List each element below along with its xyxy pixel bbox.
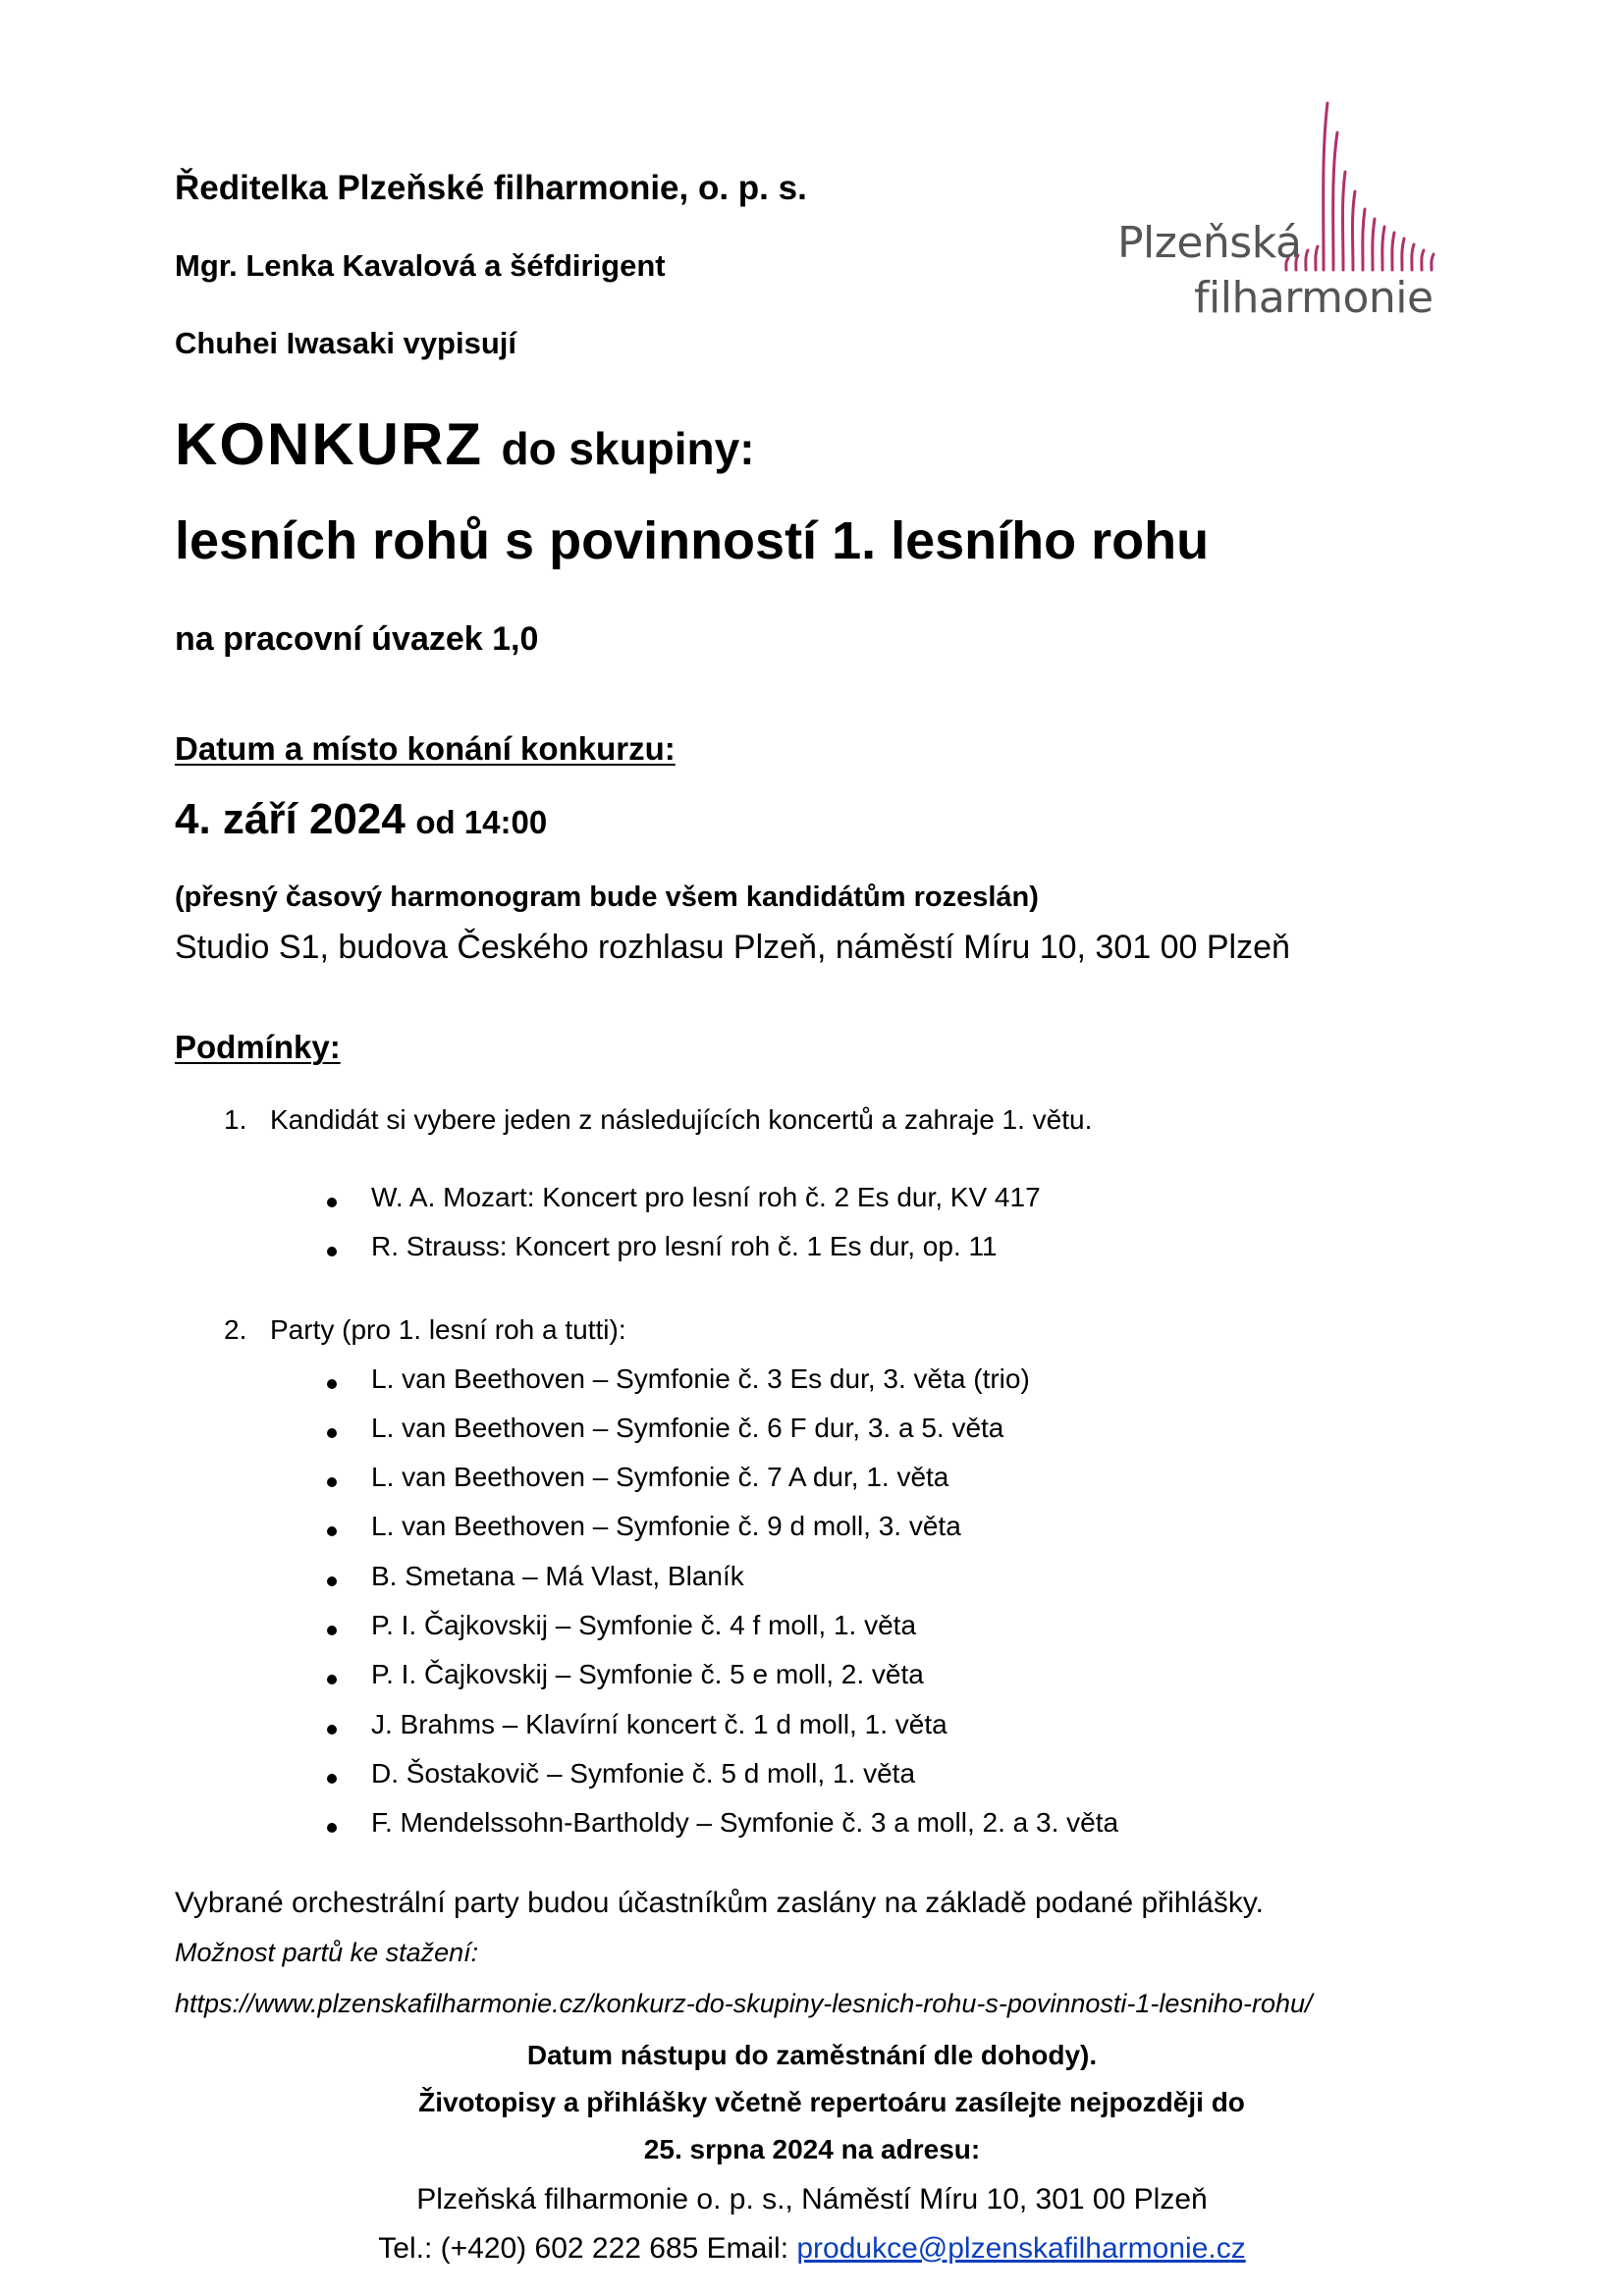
download-url[interactable]: https://www.plzenskafilharmonie.cz/konkurz-do-skupiny-lesnich-rohu-s-povinnosti-1-lesniho-rohu/ xyxy=(175,1989,1313,2018)
list-item: Party (pro 1. lesní roh a tutti): xyxy=(270,1314,626,1345)
audition-place: Studio S1, budova Českého rozhlasu Plzeň, náměstí Míru 10, 301 00 Plzeň xyxy=(175,929,1290,966)
bullet-icon xyxy=(327,1675,337,1684)
parts-note: Vybrané orchestrální party budou účastníkům zaslány na základě podané přihlášky. xyxy=(175,1887,1264,1919)
konkurz-suffix: do skupiny: xyxy=(501,423,755,474)
bullet-icon xyxy=(327,1823,337,1833)
contact-line xyxy=(0,2232,1624,2266)
list-item: L. van Beethoven – Symfonie č. 7 A dur, 1. věta xyxy=(371,1462,949,1492)
date-line xyxy=(175,795,547,844)
cv-line-2: 25. srpna 2024 na adresu: xyxy=(643,2134,981,2164)
audition-time: od 14:00 xyxy=(415,804,548,840)
bullet-icon xyxy=(327,1774,337,1784)
list-item: L. van Beethoven – Symfonie č. 6 F dur, 3. a 5. věta xyxy=(371,1413,1004,1443)
bullet-icon xyxy=(327,1247,337,1256)
logo-text-line-1: Plzeňská xyxy=(1117,218,1302,268)
position-title: lesních rohů s povinností 1. lesního rohu xyxy=(175,511,1210,570)
conditions-heading: Podmínky: xyxy=(175,1029,341,1065)
bullet-icon xyxy=(327,1526,337,1536)
list-item: B. Smetana – Má Vlast, Blaník xyxy=(371,1561,744,1591)
konkurz-title xyxy=(175,410,755,478)
bullet-icon xyxy=(327,1725,337,1735)
bullet-icon xyxy=(327,1428,337,1438)
list-item: L. van Beethoven – Symfonie č. 3 Es dur, 3. věta (trio) xyxy=(371,1363,1030,1394)
schedule-note: (přesný časový harmonogram bude všem kandidátům rozeslán) xyxy=(175,881,1039,913)
konkurz-word: KONKURZ xyxy=(175,411,483,477)
header-line-1: Ředitelka Plzeňské filharmonie, o. p. s. xyxy=(175,169,807,207)
download-label: Možnost partů ke stažení: xyxy=(175,1938,479,1967)
email-link[interactable]: produkce@plzenskafilharmonie.cz xyxy=(796,2232,1246,2265)
organ-pipes-icon xyxy=(1276,93,1443,280)
header-line-2: Mgr. Lenka Kavalová a šéfdirigent xyxy=(175,248,666,283)
audition-date: 4. září 2024 xyxy=(175,795,406,843)
list-item: W. A. Mozart: Koncert pro lesní roh č. 2 Es dur, KV 417 xyxy=(371,1182,1041,1212)
list-item: D. Šostakovič – Symfonie č. 5 d moll, 1. věta xyxy=(371,1758,916,1789)
list-number: 1. xyxy=(224,1104,247,1135)
bullet-icon xyxy=(327,1477,337,1487)
bullet-icon xyxy=(327,1576,337,1586)
bullet-icon xyxy=(327,1198,337,1207)
phone-label: Tel.: (+420) 602 222 685 Email: xyxy=(378,2232,789,2265)
start-date: Datum nástupu do zaměstnání dle dohody). xyxy=(526,2040,1098,2070)
list-number: 2. xyxy=(224,1314,247,1345)
list-item: F. Mendelssohn-Bartholdy – Symfonie č. 3 a moll, 2. a 3. věta xyxy=(371,1807,1119,1838)
list-item: R. Strauss: Koncert pro lesní roh č. 1 Es dur, op. 11 xyxy=(371,1231,998,1261)
list-item: L. van Beethoven – Symfonie č. 9 d moll, 3. věta xyxy=(371,1511,961,1541)
postal-address: Plzeňská filharmonie o. p. s., Náměstí Míru 10, 301 00 Plzeň xyxy=(416,2183,1208,2216)
date-section-heading: Datum a místo konání konkurzu: xyxy=(175,730,676,767)
bullet-icon xyxy=(327,1379,337,1389)
logo-text-line-2: filharmonie xyxy=(1194,273,1434,323)
list-item: P. I. Čajkovskij – Symfonie č. 4 f moll, 1. věta xyxy=(371,1610,917,1640)
header-line-3: Chuhei Iwasaki vypisují xyxy=(175,326,517,360)
list-item: J. Brahms – Klavírní koncert č. 1 d moll, 1. věta xyxy=(371,1709,947,1739)
bullet-icon xyxy=(327,1626,337,1635)
list-item: Kandidát si vybere jeden z následujících koncertů a zahraje 1. větu. xyxy=(270,1104,1093,1135)
employment-size: na pracovní úvazek 1,0 xyxy=(175,620,539,658)
cv-line-1: Životopisy a přihlášky včetně repertoáru zasílejte nejpozději do xyxy=(418,2087,1245,2117)
list-item: P. I. Čajkovskij – Symfonie č. 5 e moll, 2. věta xyxy=(371,1659,924,1689)
